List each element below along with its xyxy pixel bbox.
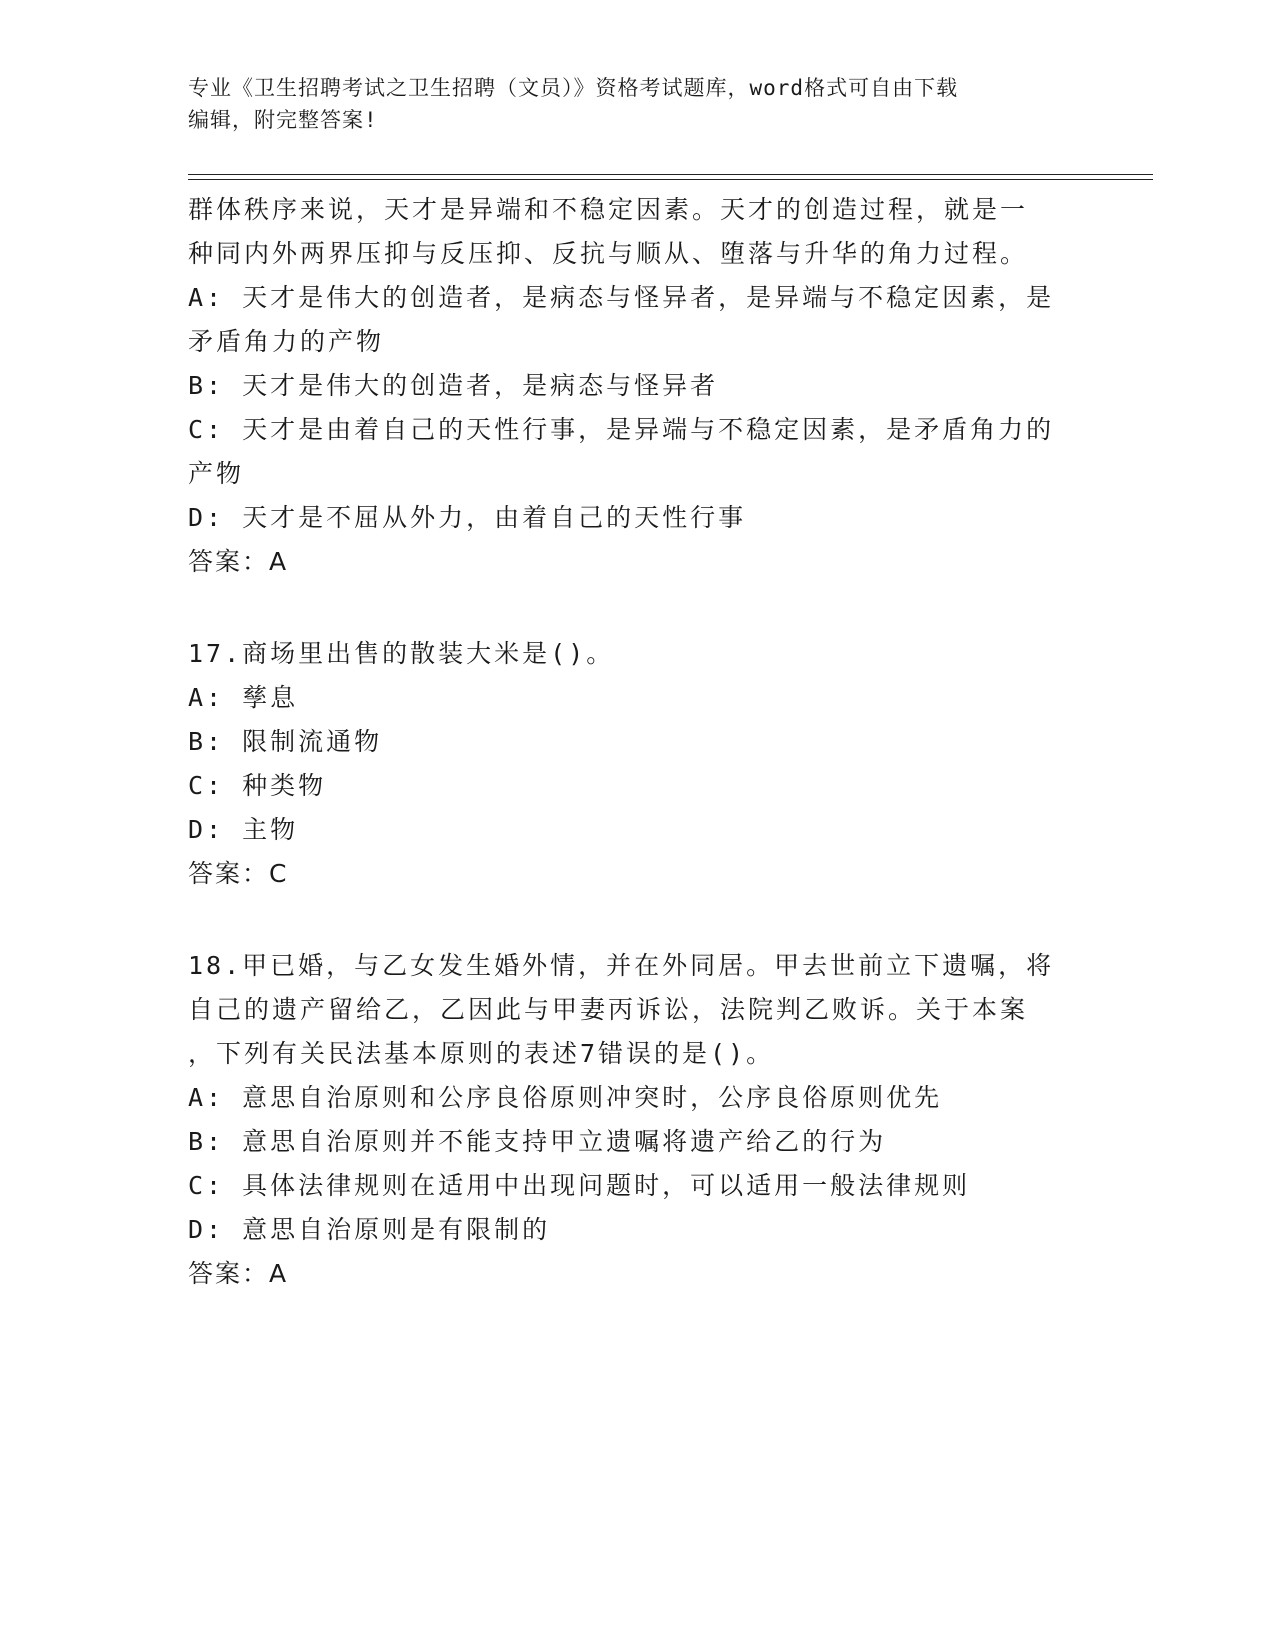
question-stem: 17.商场里出售的散装大米是()。 (188, 639, 615, 668)
question-17 (188, 632, 1088, 896)
answer: 答案：A (188, 547, 289, 576)
option-c: C: 具体法律规则在适用中出现问题时，可以适用一般法律规则 (188, 1171, 971, 1200)
option-a: A: 孳息 (188, 683, 299, 712)
question-stem-line: ，下列有关民法基本原则的表述7错误的是()。 (188, 1039, 775, 1068)
option-d: D: 意思自治原则是有限制的 (188, 1215, 551, 1244)
question-stem-line: 18.甲已婚，与乙女发生婚外情，并在外同居。甲去世前立下遗嘱，将 (188, 951, 1055, 980)
option-b: B: 限制流通物 (188, 727, 383, 756)
option-c-continued: 产物 (188, 459, 245, 488)
option-a: A: 天才是伟大的创造者，是病态与怪异者，是异端与不稳定因素，是 (188, 283, 1055, 312)
question-stem-line: 自己的遗产留给乙，乙因此与甲妻丙诉讼，法院判乙败诉。关于本案 (188, 995, 1029, 1024)
document-header (188, 72, 1088, 136)
question-18 (188, 944, 1088, 1296)
header-line-1: 专业《卫生招聘考试之卫生招聘（文员）》资格考试题库，word格式可自由下载 (188, 76, 959, 100)
option-c: C: 天才是由着自己的天性行事，是异端与不稳定因素，是矛盾角力的 (188, 415, 1055, 444)
option-b: B: 天才是伟大的创造者，是病态与怪异者 (188, 371, 719, 400)
option-d: D: 天才是不屈从外力，由着自己的天性行事 (188, 503, 747, 532)
option-b: B: 意思自治原则并不能支持甲立遗嘱将遗产给乙的行为 (188, 1127, 887, 1156)
option-a-continued: 矛盾角力的产物 (188, 327, 385, 356)
option-c: C: 种类物 (188, 771, 327, 800)
header-divider-top (188, 174, 1153, 175)
question-content (188, 188, 1088, 1296)
header-line-2: 编辑，附完整答案! (188, 108, 378, 132)
answer: 答案：A (188, 1259, 289, 1288)
question-stem-line: 群体秩序来说，天才是异端和不稳定因素。天才的创造过程，就是一 (188, 195, 1029, 224)
spacer (188, 584, 1088, 632)
answer: 答案：C (188, 859, 289, 888)
question-16 (188, 188, 1088, 584)
option-a: A: 意思自治原则和公序良俗原则冲突时，公序良俗原则优先 (188, 1083, 943, 1112)
header-divider-bottom (188, 179, 1153, 180)
spacer (188, 896, 1088, 944)
question-stem-line: 种同内外两界压抑与反压抑、反抗与顺从、堕落与升华的角力过程。 (188, 239, 1029, 268)
option-d: D: 主物 (188, 815, 299, 844)
